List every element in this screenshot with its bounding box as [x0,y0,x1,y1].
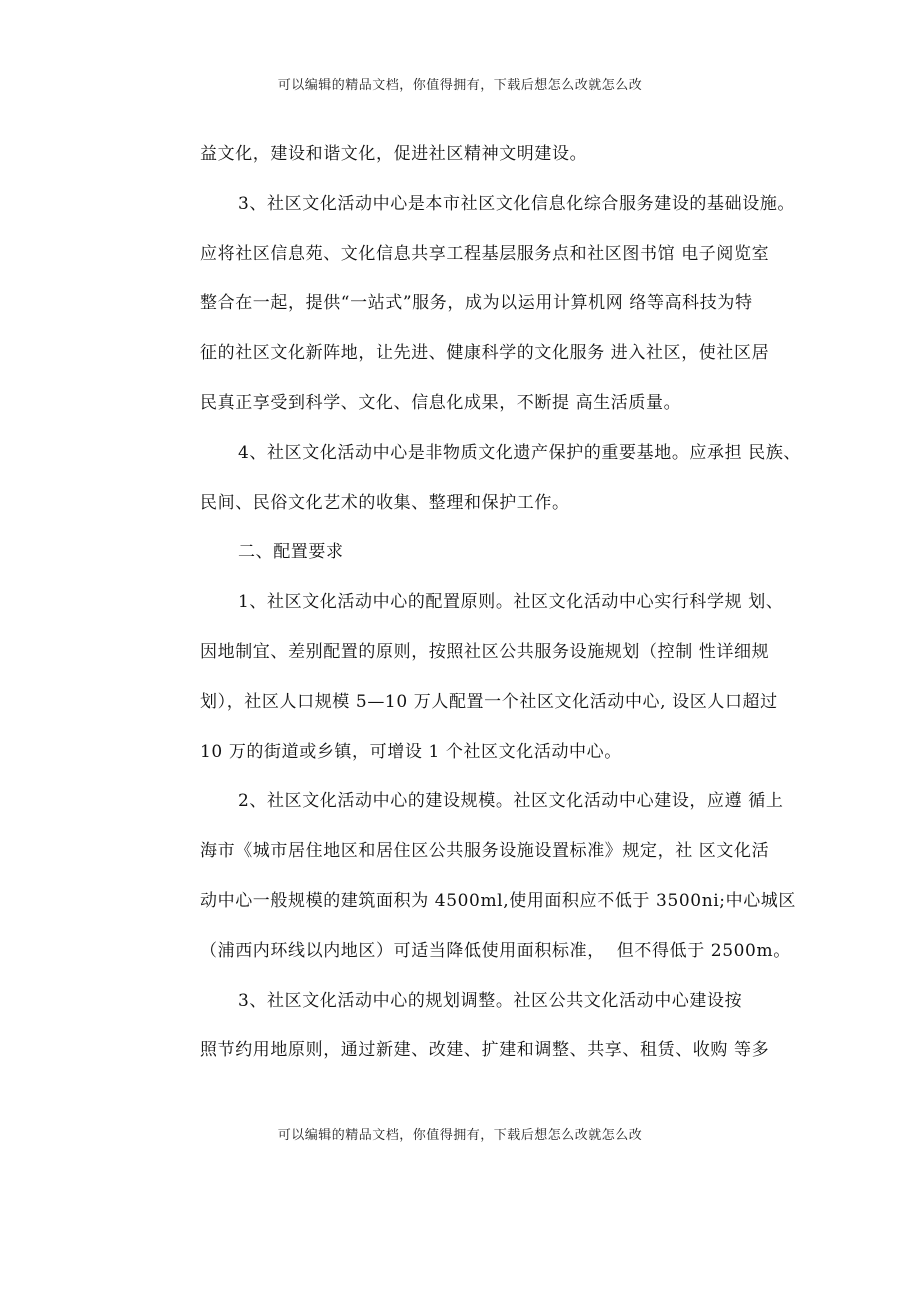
text-line: 划），社区人口规模 5—10 万人配置一个社区文化活动中心, 设区人口超过 [200,691,778,712]
text-line: 整合在一起，提供“一站式”服务，成为以运用计算机网 络等高科技为特 [200,293,753,314]
text-line: 海市《城市居住地区和居住区公共服务设施设置标准》规定，社 区文化活 [200,841,770,862]
text-line: 动中心一般规模的建筑面积为 4500ml,使用面积应不低于 3500ni;中心城区 [200,890,797,911]
section-heading: 二、配置要求 [238,542,344,563]
text-line: 10 万的街道或乡镇，可增设 1 个社区文化活动中心。 [200,741,622,762]
paragraph-line: 4、社区文化活动中心是非物质文化遗产保护的重要基地。应承担 民族、 [238,442,802,463]
text-line: 因地制宜、差别配置的原则，按照社区公共服务设施规划（控制 性详细规 [200,641,770,662]
text-line: 照节约用地原则，通过新建、改建、扩建和调整、共享、租赁、收购 等多 [200,1040,770,1061]
text-line: 民间、民俗文化艺术的收集、整理和保护工作。 [200,492,570,513]
document-body [200,138,802,1084]
text-line: 民真正享受到科学、文化、信息化成果，不断提 高生活质量。 [200,392,682,413]
paragraph-line: 3、社区文化活动中心的规划调整。社区公共文化活动中心建设按 [238,990,743,1011]
text-line: （浦西内环线以内地区）可适当降低使用面积标准， 但不得低于 2500m。 [200,940,791,961]
paragraph-line: 2、社区文化活动中心的建设规模。社区文化活动中心建设，应遵 循上 [238,791,784,812]
text-line: 征的社区文化新阵地，让先进、健康科学的文化服务 进入社区，使社区居 [200,343,770,364]
page-footer: 可以编辑的精品文档，你值得拥有，下载后想怎么改就怎么改 [277,1128,643,1143]
paragraph-line: 1、社区文化活动中心的配置原则。社区文化活动中心实行科学规 划、 [238,592,784,613]
text-line: 益文化，建设和谐文化，促进社区精神文明建设。 [200,144,588,164]
page-header: 可以编辑的精品文档，你值得拥有，下载后想怎么改就怎么改 [277,78,643,93]
paragraph-line: 3、社区文化活动中心是本市社区文化信息化综合服务建设的基础设施。 [238,193,796,214]
text-line: 应将社区信息苑、文化信息共享工程基层服务点和社区图书馆 电子阅览室 [200,243,770,264]
